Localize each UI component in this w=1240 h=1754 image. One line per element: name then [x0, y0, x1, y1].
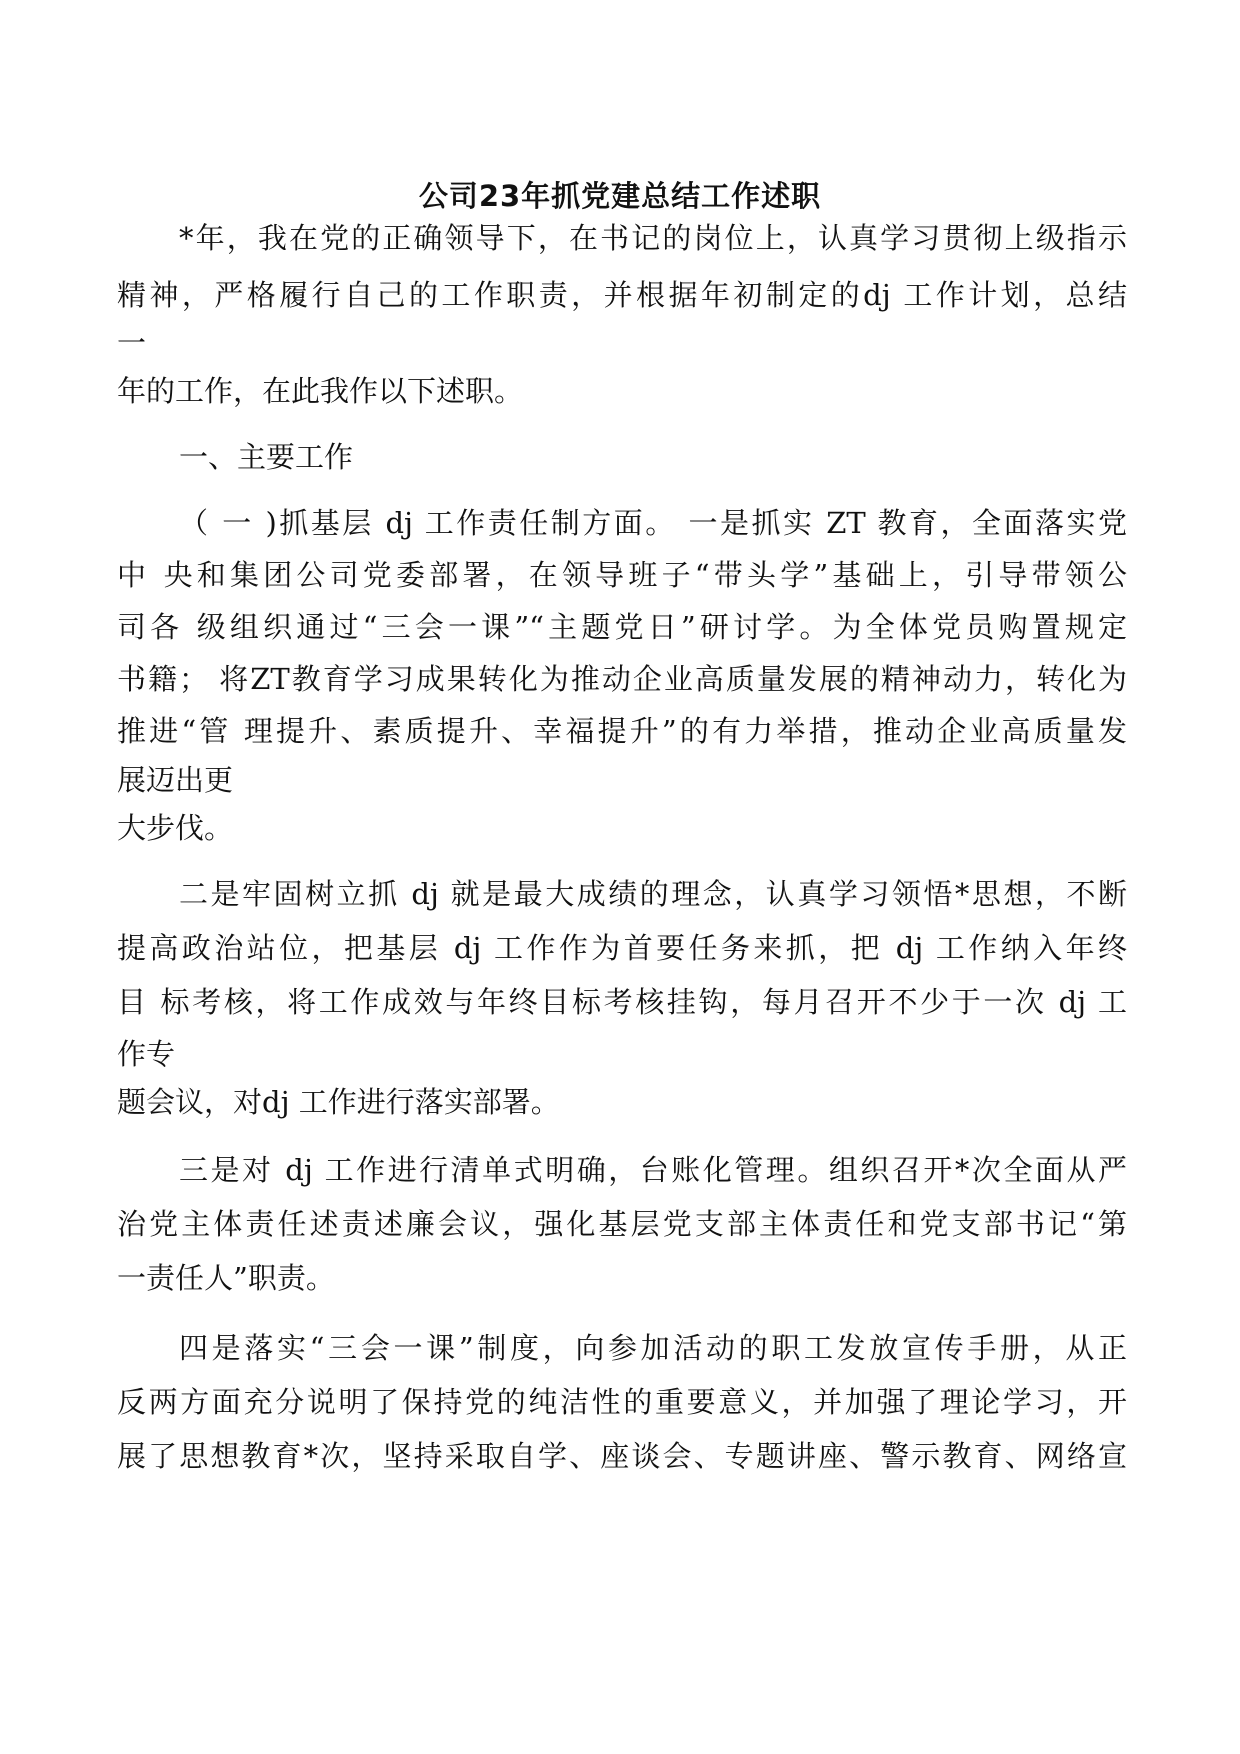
paragraph-line: 四是落实“三会一课”制度，向参加活动的职工发放宣传手册，从正: [179, 1331, 1127, 1365]
paragraph-line: 司各 级组织通过“三会一课”“主题党日”研讨学。为全体党员购置规定: [117, 610, 1127, 644]
section-heading: 一、主要工作: [179, 440, 354, 474]
paragraph-line: 大步伐。: [117, 811, 234, 845]
paragraph-line: 中 央和集团公司党委部署，在领导班子“带头学”基础上，引导带领公: [117, 558, 1127, 592]
paragraph-line: 年的工作，在此我作以下述职。: [117, 374, 524, 408]
paragraph-line: （ 一 )抓基层 dj 工作责任制方面。 一是抓实 ZT 教育，全面落实党: [179, 506, 1127, 540]
paragraph-line: 展迈出更: [117, 763, 234, 797]
paragraph-line: 精神，严格履行自己的工作职责，并根据年初制定的dj 工作计划，总结: [117, 278, 1127, 312]
document-title: 公司23年抓党建总结工作述职: [418, 179, 822, 213]
paragraph-line: 二是牢固树立抓 dj 就是最大成绩的理念，认真学习领悟*思想，不断: [179, 877, 1127, 911]
paragraph-line: *年，我在党的正确领导下，在书记的岗位上，认真学习贯彻上级指示: [179, 221, 1127, 255]
paragraph-line: 三是对 dj 工作进行清单式明确，台账化管理。组织召开*次全面从严: [179, 1153, 1127, 1187]
paragraph-line: 题会议，对dj 工作进行落实部署。: [117, 1085, 560, 1119]
paragraph-line: 书籍； 将ZT教育学习成果转化为推动企业高质量发展的精神动力，转化为: [117, 662, 1127, 696]
paragraph-line: 提高政治站位，把基层 dj 工作作为首要任务来抓，把 dj 工作纳入年终: [117, 931, 1127, 965]
paragraph-line: 展了思想教育*次，坚持采取自学、座谈会、专题讲座、警示教育、网络宣: [117, 1439, 1127, 1473]
paragraph-line: 推进“管 理提升、素质提升、幸福提升”的有力举措，推动企业高质量发: [117, 714, 1127, 748]
paragraph-line: 作专: [117, 1037, 176, 1071]
paragraph-line: 治党主体责任述责述廉会议，强化基层党支部主体责任和党支部书记“第: [117, 1207, 1127, 1241]
paragraph-line: 一责任人”职责。: [117, 1261, 335, 1295]
paragraph-line: 反两方面充分说明了保持党的纯洁性的重要意义，并加强了理论学习，开: [117, 1385, 1127, 1419]
paragraph-line: 一: [117, 326, 147, 360]
paragraph-line: 目 标考核，将工作成效与年终目标考核挂钩，每月召开不少于一次 dj 工: [117, 985, 1127, 1019]
